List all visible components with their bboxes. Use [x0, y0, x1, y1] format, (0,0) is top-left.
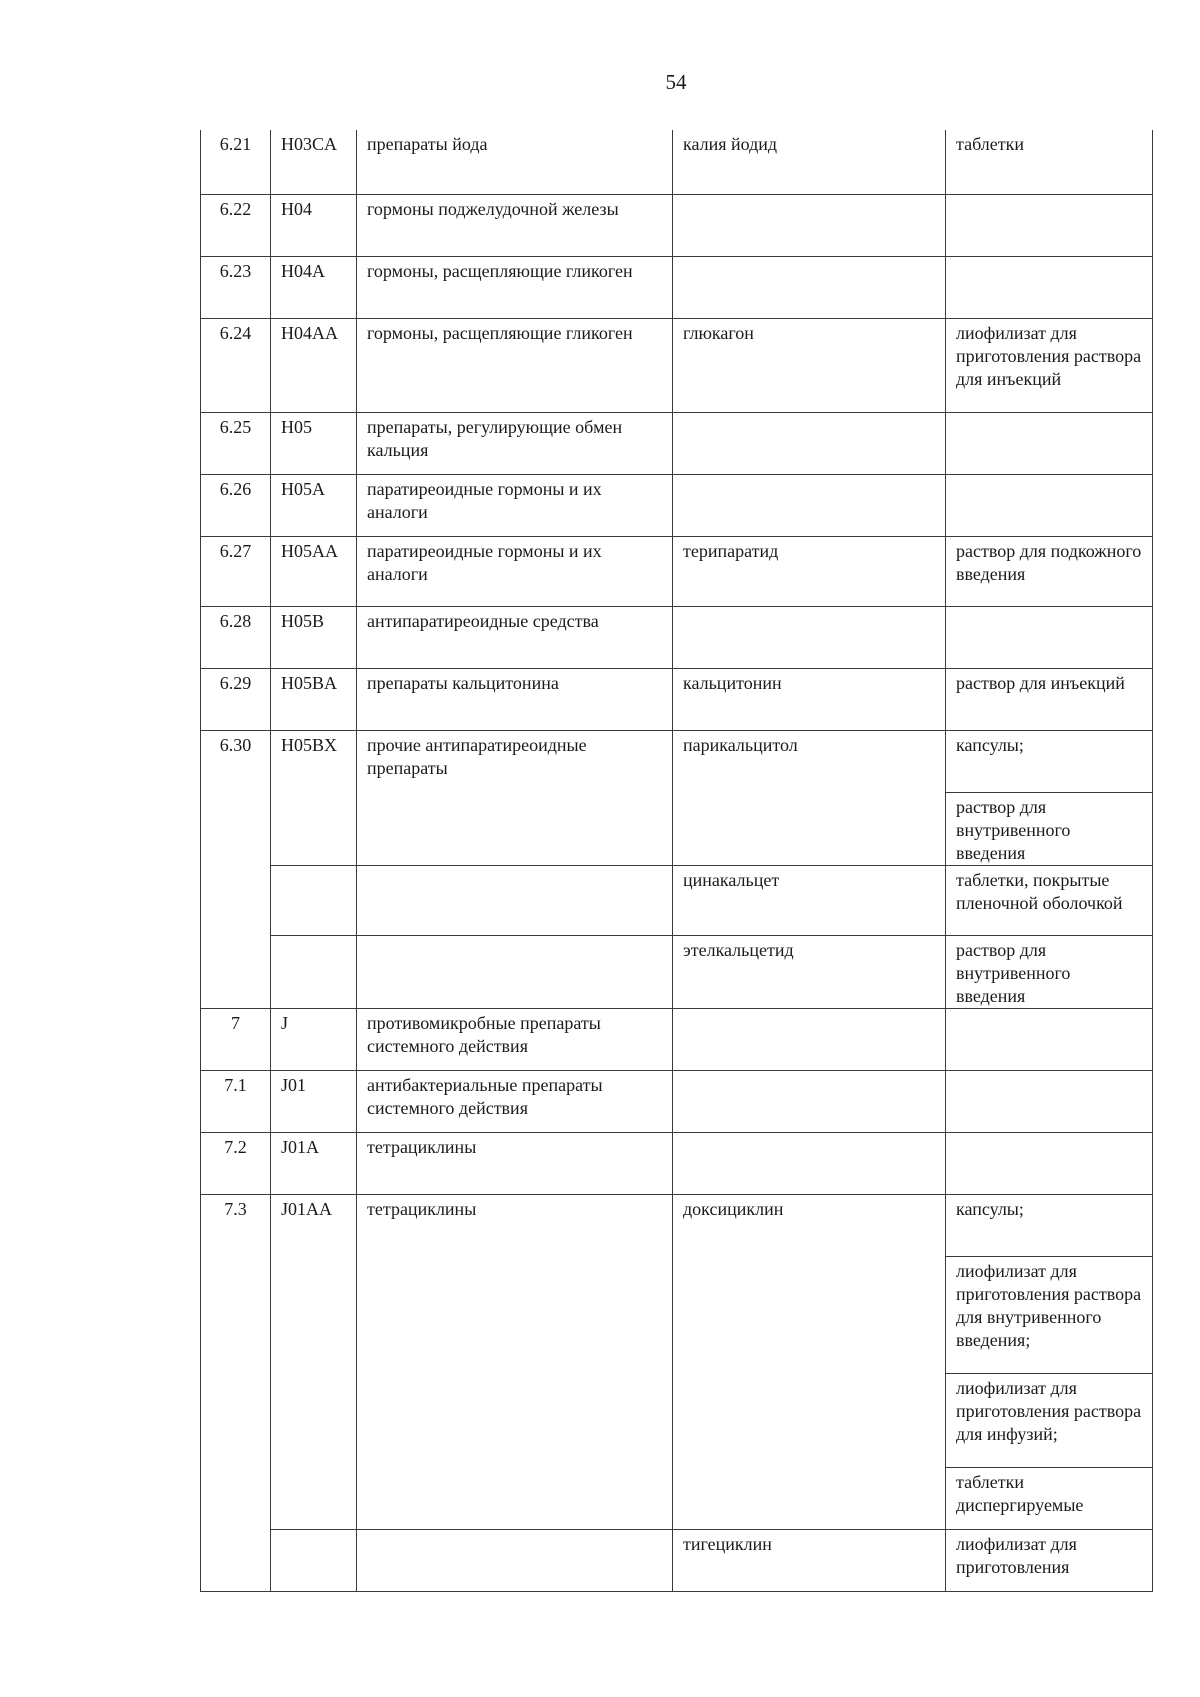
dosage-form: раствор для инъекций	[946, 668, 1153, 730]
atc-code	[271, 865, 357, 935]
active-substance	[673, 1132, 946, 1194]
active-substance	[673, 606, 946, 668]
atc-code: H05BA	[271, 668, 357, 730]
atc-code: H05A	[271, 474, 357, 536]
active-substance	[673, 474, 946, 536]
active-substance: этелкальцетид	[673, 935, 946, 1008]
table-row	[201, 1132, 1153, 1194]
table-row	[201, 1529, 1153, 1591]
active-substance: терипаратид	[673, 536, 946, 606]
dosage-form	[946, 194, 1153, 256]
row-number: 6.25	[201, 412, 271, 474]
atc-group-name: паратиреоидные гормоны и их аналоги	[357, 474, 673, 536]
atc-group-name: гормоны, расщепляющие гликоген	[357, 256, 673, 318]
atc-code: J01AA	[271, 1194, 357, 1529]
table-row	[201, 668, 1153, 730]
atc-code: H05B	[271, 606, 357, 668]
table-row	[201, 474, 1153, 536]
atc-group-name: гормоны поджелудочной железы	[357, 194, 673, 256]
atc-group-name: тетрациклины	[357, 1194, 673, 1529]
active-substance: калия йодид	[673, 130, 946, 194]
table-row	[201, 1008, 1153, 1070]
atc-code: J01	[271, 1070, 357, 1132]
table-row	[201, 730, 1153, 792]
table-row	[201, 318, 1153, 412]
row-number: 6.28	[201, 606, 271, 668]
active-substance: тигециклин	[673, 1529, 946, 1591]
table-row	[201, 536, 1153, 606]
drug-table	[200, 130, 1153, 1592]
atc-group-name: препараты кальцитонина	[357, 668, 673, 730]
atc-group-name: тетрациклины	[357, 1132, 673, 1194]
row-number: 6.29	[201, 668, 271, 730]
atc-group-name: прочие антипаратиреоидные препараты	[357, 730, 673, 865]
atc-group-name	[357, 935, 673, 1008]
dosage-form: таблетки	[946, 130, 1153, 194]
dosage-form	[946, 1008, 1153, 1070]
atc-code: H04	[271, 194, 357, 256]
dosage-form: таблетки, покрытые пленочной оболочкой	[946, 865, 1153, 935]
active-substance: кальцитонин	[673, 668, 946, 730]
row-number: 7	[201, 1008, 271, 1070]
atc-group-name: препараты йода	[357, 130, 673, 194]
atc-code: J	[271, 1008, 357, 1070]
dosage-form: капсулы;	[946, 1194, 1153, 1256]
row-number: 7.3	[201, 1194, 271, 1591]
atc-group-name: антибактериальные препараты системного действия	[357, 1070, 673, 1132]
atc-group-name: гормоны, расщепляющие гликоген	[357, 318, 673, 412]
dosage-form: раствор для внутривенного введения	[946, 935, 1153, 1008]
atc-code: H05BX	[271, 730, 357, 865]
atc-code: H03CA	[271, 130, 357, 194]
active-substance: доксициклин	[673, 1194, 946, 1529]
page-number: 54	[665, 70, 687, 94]
active-substance	[673, 1008, 946, 1070]
atc-code: H04A	[271, 256, 357, 318]
dosage-form	[946, 606, 1153, 668]
table-row	[201, 935, 1153, 1008]
atc-group-name	[357, 865, 673, 935]
dosage-form	[946, 1070, 1153, 1132]
dosage-form	[946, 1132, 1153, 1194]
row-number: 6.26	[201, 474, 271, 536]
row-number: 6.24	[201, 318, 271, 412]
row-number: 6.27	[201, 536, 271, 606]
dosage-form: лиофилизат для приготовления	[946, 1529, 1153, 1591]
table-row	[201, 130, 1153, 194]
atc-code: H04AA	[271, 318, 357, 412]
dosage-form: таблетки диспергируемые	[946, 1467, 1153, 1529]
atc-code: H05	[271, 412, 357, 474]
table-row	[201, 412, 1153, 474]
atc-code	[271, 1529, 357, 1591]
row-number: 6.23	[201, 256, 271, 318]
table-row	[201, 1194, 1153, 1256]
dosage-form	[946, 256, 1153, 318]
dosage-form: капсулы;	[946, 730, 1153, 792]
dosage-form: раствор для внутривенного введения	[946, 792, 1153, 865]
atc-code: J01A	[271, 1132, 357, 1194]
row-number: 6.22	[201, 194, 271, 256]
dosage-form: лиофилизат для приготовления раствора для внутривенного введения;	[946, 1256, 1153, 1373]
dosage-form: лиофилизат для приготовления раствора для инфузий;	[946, 1373, 1153, 1467]
atc-code: H05AA	[271, 536, 357, 606]
table-row	[201, 865, 1153, 935]
atc-group-name	[357, 1529, 673, 1591]
row-number: 7.2	[201, 1132, 271, 1194]
dosage-form	[946, 412, 1153, 474]
table-row	[201, 606, 1153, 668]
active-substance: цинакальцет	[673, 865, 946, 935]
active-substance: глюкагон	[673, 318, 946, 412]
dosage-form	[946, 474, 1153, 536]
active-substance	[673, 194, 946, 256]
dosage-form: лиофилизат для приготовления раствора для инъекций	[946, 318, 1153, 412]
row-number: 6.21	[201, 130, 271, 194]
table-row	[201, 1070, 1153, 1132]
atc-group-name: препараты, регулирующие обмен кальция	[357, 412, 673, 474]
row-number: 7.1	[201, 1070, 271, 1132]
active-substance	[673, 256, 946, 318]
active-substance	[673, 412, 946, 474]
atc-code	[271, 935, 357, 1008]
dosage-form: раствор для подкожного введения	[946, 536, 1153, 606]
row-number: 6.30	[201, 730, 271, 1008]
atc-group-name: противомикробные препараты системного действия	[357, 1008, 673, 1070]
active-substance: парикальцитол	[673, 730, 946, 865]
table-row	[201, 256, 1153, 318]
table-row	[201, 194, 1153, 256]
atc-group-name: антипаратиреоидные средства	[357, 606, 673, 668]
atc-group-name: паратиреоидные гормоны и их аналоги	[357, 536, 673, 606]
active-substance	[673, 1070, 946, 1132]
